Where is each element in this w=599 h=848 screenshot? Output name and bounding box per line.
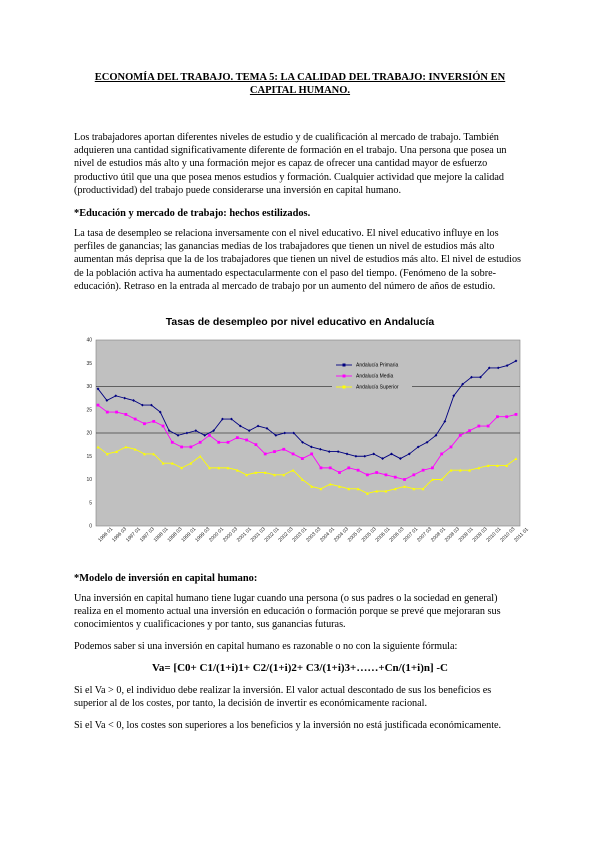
data-point (106, 411, 109, 414)
x-tick-label: 2005 01 (346, 526, 364, 544)
data-point (412, 473, 415, 476)
x-tick-label: 2007 03 (416, 526, 434, 544)
data-point (394, 476, 397, 479)
data-point (97, 404, 100, 407)
x-tick-label: 2009 01 (457, 526, 475, 544)
section-heading-model: *Modelo de inversión en capital humano: (74, 573, 258, 584)
data-point (236, 436, 239, 439)
legend-label: Andalucía Media (356, 373, 394, 380)
data-point (143, 422, 146, 425)
data-point (115, 411, 118, 414)
data-point (487, 425, 490, 428)
data-point (124, 413, 127, 416)
data-point (301, 457, 304, 460)
y-tick-label: 35 (86, 360, 92, 367)
data-point (450, 446, 453, 449)
chart-title: Tasas de desempleo por nivel educativo en Andalucía (165, 316, 435, 328)
paragraph-investment: Una inversión en capital humano tiene lugar cuando una persona (o sus padres o la sociedad en general) realiza en el momento actual una inversión en educación o formación porque se prevé que mejoraran sus conocimientos y cualificaciones y por tanto, sus ganancias futuras. (74, 593, 501, 631)
paragraph-va-positive: Si el Va > 0, el individuo debe realizar la inversión. El valor actual descontado de sus los beneficios es superior al de los costes, por tanto, la decisión de invertir es económicamente racional. (74, 685, 492, 710)
data-point (422, 469, 425, 472)
data-point (329, 466, 332, 469)
x-tick-label: 2011 01 (513, 526, 530, 544)
x-tick-label: 2004 03 (332, 526, 350, 544)
section-heading-education: *Educación y mercado de trabajo: hechos estilizados. (74, 208, 311, 219)
paragraph-formula-intro: Podemos saber si una inversión en capital humano es razonable o no con la siguiente fórmula: (74, 641, 458, 652)
data-point (357, 469, 360, 472)
data-point (162, 425, 165, 428)
x-tick-label: 2002 01 (263, 526, 281, 544)
data-point (320, 466, 323, 469)
x-tick-label: 1997 01 (124, 526, 142, 544)
x-tick-label: 2008 01 (429, 526, 447, 544)
legend-label: Andalucía Primaria (356, 362, 399, 369)
x-tick-label: 2002 03 (277, 526, 295, 544)
data-point (245, 439, 248, 442)
x-tick-label: 2010 03 (499, 526, 517, 544)
document-title: ECONOMÍA DEL TRABAJO. TEMA 5: LA CALIDAD DEL TRABAJO: INVERSIÓN EN CAPITAL HUMANO. (94, 72, 506, 96)
x-tick-label: 2001 03 (249, 526, 267, 544)
unemployment-chart (74, 330, 530, 562)
x-tick-label: 1996 01 (97, 526, 115, 544)
data-point (292, 453, 295, 456)
y-tick-label: 40 (86, 337, 92, 344)
legend-marker (343, 375, 346, 378)
legend-marker (343, 386, 346, 389)
data-point (134, 418, 137, 421)
data-point (338, 471, 341, 474)
y-tick-label: 5 (89, 500, 92, 507)
x-tick-label: 2004 01 (319, 526, 337, 544)
data-point (431, 466, 434, 469)
x-tick-label: 2006 01 (374, 526, 392, 544)
legend-label: Andalucía Superior (356, 384, 399, 391)
data-point (199, 441, 202, 444)
x-tick-label: 1998 01 (152, 526, 170, 544)
x-tick-label: 2006 03 (388, 526, 406, 544)
x-tick-label: 2003 03 (305, 526, 323, 544)
data-point (152, 420, 155, 423)
legend-marker (343, 364, 346, 367)
x-tick-label: 2005 03 (360, 526, 378, 544)
data-point (440, 453, 443, 456)
data-point (208, 434, 211, 437)
x-tick-label: 2008 03 (443, 526, 461, 544)
y-tick-label: 15 (86, 453, 92, 460)
data-point (217, 441, 220, 444)
data-point (403, 478, 406, 481)
x-tick-label: 2009 03 (471, 526, 489, 544)
data-point (347, 466, 350, 469)
y-tick-label: 25 (86, 407, 92, 414)
data-point (496, 415, 499, 418)
y-tick-label: 30 (86, 384, 92, 391)
paragraph-va-negative: Si el Va < 0, los costes son superiores a los beneficios y la inversión no está justificada económicamente. (74, 720, 502, 731)
formula: Va= [C0+ C1/(1+i)1+ C2/(1+i)2+ C3/(1+i)3+……+Cn/(1+i)n] -C (151, 662, 448, 674)
data-point (227, 441, 230, 444)
data-point (282, 448, 285, 451)
y-tick-label: 0 (89, 523, 92, 530)
data-point (189, 446, 192, 449)
data-point (459, 434, 462, 437)
x-tick-label: 2000 01 (208, 526, 226, 544)
x-tick-label: 1998 03 (166, 526, 184, 544)
x-tick-label: 2010 01 (485, 526, 503, 544)
x-tick-label: 2007 01 (402, 526, 420, 544)
data-point (255, 443, 258, 446)
data-point (366, 473, 369, 476)
paragraph-stylized-facts: La tasa de desempleo se relaciona inversamente con el nivel educativo. El nivel educativo influye en los perfiles de ganancias; las ganancias medias de los trabajadores que tienen un nivel de estudios más alto aumentan más deprisa que la de los trabajadores que tienen un nivel de estudios más alto. El nivel de estudios de la población activa ha aumentado espectacularmente con el paso del tiempo. (Fenómeno de la sobre-educación). Retraso en la entrada al mercado de trabajo por un aumento del número de años de estudio. (74, 228, 521, 292)
x-tick-label: 1999 01 (180, 526, 198, 544)
x-tick-label: 1999 03 (194, 526, 212, 544)
x-tick-label: 1997 03 (138, 526, 156, 544)
data-point (515, 413, 518, 416)
x-tick-label: 2001 01 (235, 526, 253, 544)
x-tick-label: 1996 03 (111, 526, 129, 544)
intro-paragraph: Los trabajadores aportan diferentes niveles de estudio y de cualificación al mercado de trabajo. También adquieren una cantidad significativamente diferente de formación en el trabajo. Una persona que posea un nivel de estudios más alto y una formación mejor es capaz de ofrecer una cantidad mayor de esfuerzo productivo útil que una que posea menos estudios y formación. Cualquier actividad que mejore la calidad (productividad) del trabajo puede considerarse una inversión en capital humano. (74, 132, 507, 196)
data-point (264, 453, 267, 456)
data-point (385, 473, 388, 476)
data-point (273, 450, 276, 453)
data-point (310, 453, 313, 456)
x-tick-label: 2003 01 (291, 526, 309, 544)
y-tick-label: 10 (86, 477, 92, 484)
data-point (477, 425, 480, 428)
data-point (505, 415, 508, 418)
x-tick-label: 2000 03 (221, 526, 239, 544)
data-point (468, 429, 471, 432)
data-point (375, 471, 378, 474)
data-point (171, 441, 174, 444)
y-tick-label: 20 (86, 430, 92, 437)
data-point (180, 446, 183, 449)
